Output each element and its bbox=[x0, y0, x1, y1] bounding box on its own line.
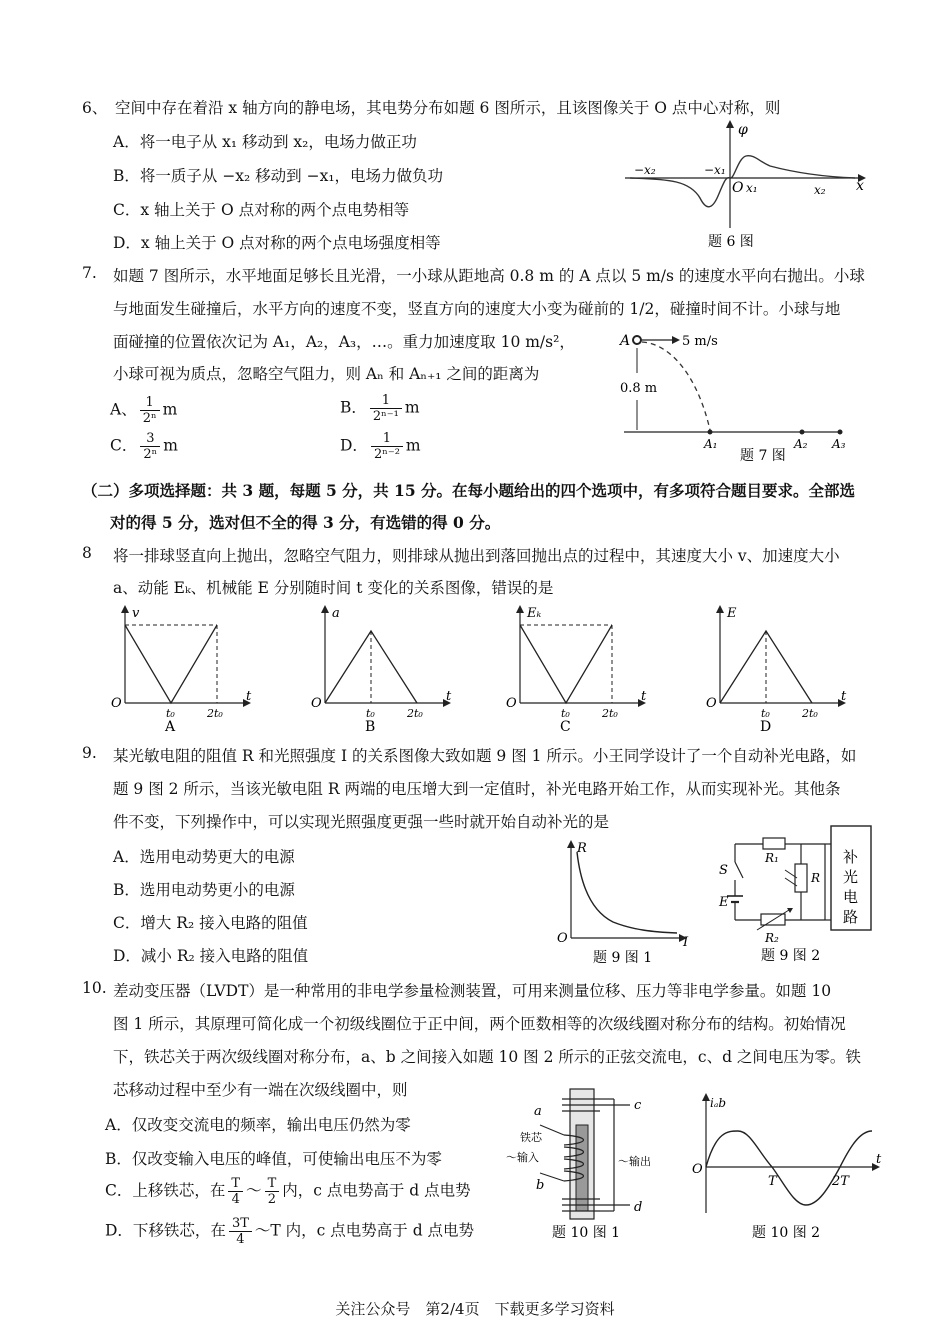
q10-number: 10. bbox=[82, 979, 107, 997]
q9-figure-2 bbox=[705, 822, 885, 968]
q6-option-c: C．x 轴上关于 O 点对称的两个点电势相等 bbox=[113, 201, 410, 219]
svg-text:题 10 图 1: 题 10 图 1 bbox=[552, 1225, 621, 1241]
q6-caption: 题 6 图 bbox=[708, 234, 754, 250]
q7-line3: 面碰撞的位置依次记为 A₁，A₂，A₃，…。重力加速度取 10 m/s²， bbox=[113, 333, 575, 351]
svg-text:c: c bbox=[634, 1098, 642, 1113]
q7-velocity-label: 5 m/s bbox=[682, 334, 718, 349]
svg-text:Eₖ: Eₖ bbox=[527, 606, 542, 621]
section2-line2: 对的得 5 分，选对但不全的得 3 分，有选错的得 0 分。 bbox=[110, 513, 501, 532]
svg-text:t: t bbox=[841, 689, 847, 704]
svg-text:2T: 2T bbox=[832, 1174, 849, 1189]
q7-option-c: C． $\frac{3}{\text{2ⁿ}}$ m bbox=[110, 431, 178, 462]
svg-text:S: S bbox=[719, 863, 728, 878]
svg-text:R: R bbox=[577, 841, 587, 856]
q9-option-c: C．增大 R₂ 接入电路的阻值 bbox=[113, 914, 308, 932]
q8-graph-c bbox=[500, 603, 650, 735]
svg-text:t: t bbox=[641, 689, 647, 704]
svg-text:题 9 图 1: 题 9 图 1 bbox=[593, 950, 653, 966]
q9-option-a: A．选用电动势更大的电源 bbox=[113, 848, 295, 866]
q6-phi-label: φ bbox=[738, 122, 748, 138]
q8-line2: a、动能 Eₖ、机械能 E 分别随时间 t 变化的关系图像，错误的是 bbox=[113, 579, 554, 597]
q10-option-a: A．仅改变交流电的频率，输出电压仍然为零 bbox=[105, 1116, 411, 1134]
q9-figure-1 bbox=[553, 838, 698, 966]
q10-line1: 差动变压器（LVDT）是一种常用的非电学参量检测装置，可用来测量位移、压力等非电学参量。如题 10 bbox=[113, 982, 832, 1000]
q9-option-d: D．减小 R₂ 接入电路的阻值 bbox=[113, 947, 309, 965]
q7-line2: 与地面发生碰撞后，水平方向的速度不变，竖直方向的速度大小变为碰前的 1/2，碰撞时间不计。小球与地 bbox=[113, 300, 841, 318]
svg-text:路: 路 bbox=[843, 908, 859, 926]
q6-figure bbox=[620, 118, 870, 258]
svg-text:R: R bbox=[811, 871, 821, 885]
q7-option-a: A、 $\frac{1}{\text{2ⁿ}}$ m bbox=[110, 395, 178, 426]
q10-figure-2 bbox=[690, 1093, 890, 1243]
q10-line4: 芯移动过程中至少有一端在次级线圈中，则 bbox=[113, 1081, 408, 1099]
q9-number: 9. bbox=[82, 744, 97, 762]
q9-option-b: B．选用电动势更小的电源 bbox=[113, 881, 295, 899]
svg-text:～输入: ～输入 bbox=[506, 1151, 539, 1164]
svg-text:t₀: t₀ bbox=[366, 707, 375, 720]
svg-text:t₀: t₀ bbox=[166, 707, 175, 720]
svg-text:v: v bbox=[132, 606, 140, 621]
svg-text:t₀: t₀ bbox=[761, 707, 770, 720]
svg-text:A: A bbox=[165, 719, 176, 735]
q10-line2: 图 1 所示，其原理可简化成一个初级线圈位于正中间，两个匝数相等的次级线圈对称分布的结构。初始情况 bbox=[113, 1015, 846, 1033]
q7-line1: 如题 7 图所示，水平地面足够长且光滑，一小球从距地高 0.8 m 的 A 点以 5 m/s 的速度水平向右抛出。小球 bbox=[113, 267, 865, 285]
svg-text:O: O bbox=[706, 696, 717, 711]
q6-x1-label: x₁ bbox=[746, 181, 758, 195]
q7-option-b: B． $\frac{1}{\text{2ⁿ⁻¹}}$ m bbox=[340, 393, 420, 424]
q8-graph-a bbox=[105, 603, 255, 735]
svg-text:E: E bbox=[727, 606, 737, 621]
svg-text:O: O bbox=[111, 696, 122, 711]
svg-text:2t₀: 2t₀ bbox=[407, 707, 423, 720]
q9-line1: 某光敏电阻的阻值 R 和光照强度 I 的关系图像大致如题 9 图 1 所示。小王同学设计了一个自动补光电路，如 bbox=[113, 747, 857, 765]
svg-text:题 9 图 2: 题 9 图 2 bbox=[761, 948, 821, 964]
q6-option-b: B．将一质子从 −x₂ 移动到 −x₁，电场力做负功 bbox=[113, 167, 444, 185]
q9-line2: 题 9 图 2 所示，当该光敏电阻 R 两端的电压增大到一定值时，补光电路开始工作，从而实现补光。其他条 bbox=[113, 780, 841, 798]
q6-nx1-label: −x₁ bbox=[704, 163, 726, 177]
q6-number: 6、 bbox=[82, 99, 108, 117]
svg-text:iₐb: iₐb bbox=[710, 1096, 727, 1110]
q6-x2-label: x₂ bbox=[814, 183, 826, 197]
q6-o-label: O bbox=[732, 180, 744, 196]
svg-text:t: t bbox=[446, 689, 452, 704]
q8-graph-b bbox=[305, 603, 455, 735]
svg-text:a: a bbox=[332, 606, 340, 621]
svg-text:2t₀: 2t₀ bbox=[802, 707, 818, 720]
q6-nx2-label: −x₂ bbox=[634, 163, 656, 177]
q7-option-d: D． $\frac{1}{\text{2ⁿ⁻²}}$ m bbox=[340, 431, 421, 462]
svg-text:t: t bbox=[876, 1152, 882, 1167]
svg-text:2t₀: 2t₀ bbox=[602, 707, 618, 720]
svg-text:d: d bbox=[634, 1200, 643, 1215]
svg-text:t: t bbox=[246, 689, 252, 704]
q6-stem: 空间中存在着沿 x 轴方向的静电场，其电势分布如题 6 图所示，且该图像关于 O 点中心对称，则 bbox=[115, 99, 781, 117]
q10-option-d: D．下移铁芯，在 $\frac{3T}{4}$ ～T 内，c 点电势高于 d 点电势 bbox=[105, 1216, 475, 1247]
q6-option-d: D．x 轴上关于 O 点对称的两个点电场强度相等 bbox=[113, 234, 441, 252]
q8-number: 8 bbox=[82, 544, 92, 562]
q7-line4: 小球可视为质点，忽略空气阻力，则 Aₙ 和 Aₙ₊₁ 之间的距离为 bbox=[113, 365, 540, 383]
q8-graph-d bbox=[700, 603, 850, 735]
svg-text:2t₀: 2t₀ bbox=[207, 707, 223, 720]
svg-text:t₀: t₀ bbox=[561, 707, 570, 720]
q6-option-a: A．将一电子从 x₁ 移动到 x₂，电场力做正功 bbox=[113, 133, 417, 151]
svg-text:O: O bbox=[311, 696, 322, 711]
q10-line3: 下，铁芯关于两次级线圈对称分布，a、b 之间接入如题 10 图 2 所示的正弦交流电，c、d 之间电压为零。铁 bbox=[113, 1048, 861, 1066]
svg-text:b: b bbox=[536, 1178, 545, 1193]
svg-text:E: E bbox=[719, 895, 729, 910]
svg-text:～输出: ～输出 bbox=[618, 1155, 651, 1168]
q7-a2-label: A₂ bbox=[794, 437, 808, 451]
svg-text:B: B bbox=[365, 719, 376, 735]
q10-option-c: C．上移铁芯，在 $\frac{T}{4}$ ～ $\frac{T}{2}$ 内，c 点电势高于 d 点电势 bbox=[105, 1176, 471, 1207]
svg-text:C: C bbox=[560, 719, 571, 735]
svg-text:光: 光 bbox=[843, 868, 859, 886]
q7-figure bbox=[612, 328, 852, 468]
svg-text:T: T bbox=[768, 1174, 777, 1189]
q10-option-b: B．仅改变输入电压的峰值，可使输出电压不为零 bbox=[105, 1150, 442, 1168]
q7-a3-label: A₃ bbox=[832, 437, 846, 451]
svg-text:铁芯: 铁芯 bbox=[520, 1131, 542, 1144]
svg-text:I: I bbox=[683, 935, 689, 950]
q7-a-label: A bbox=[620, 333, 631, 349]
svg-text:O: O bbox=[692, 1162, 703, 1177]
page-footer: 关注公众号 第2/4页 下载更多学习资料 bbox=[335, 1300, 615, 1318]
svg-text:电: 电 bbox=[843, 888, 859, 906]
svg-text:R₁: R₁ bbox=[765, 851, 779, 865]
svg-text:O: O bbox=[506, 696, 517, 711]
svg-text:R₂: R₂ bbox=[765, 931, 779, 945]
q7-a1-label: A₁ bbox=[704, 437, 718, 451]
q7-number: 7. bbox=[82, 264, 97, 282]
svg-text:a: a bbox=[534, 1104, 542, 1119]
svg-text:补: 补 bbox=[843, 848, 859, 866]
q9-line3: 件不变，下列操作中，可以实现光照强度更强一些时就开始自动补光的是 bbox=[113, 813, 610, 831]
q6-x-label: x bbox=[856, 178, 864, 194]
q8-line1: 将一排球竖直向上抛出，忽略空气阻力，则排球从抛出到落回抛出点的过程中，其速度大小 v、加速度大小 bbox=[113, 547, 840, 565]
q10-figure-1 bbox=[490, 1085, 680, 1245]
q7-height-label: 0.8 m bbox=[620, 381, 658, 396]
svg-text:D: D bbox=[760, 719, 772, 735]
svg-text:O: O bbox=[557, 931, 568, 946]
q7-caption: 题 7 图 bbox=[740, 448, 786, 464]
svg-text:题 10 图 2: 题 10 图 2 bbox=[752, 1225, 821, 1241]
section2-line1: （二）多项选择题：共 3 题，每题 5 分，共 15 分。在每小题给出的四个选项中，有多项符合题目要求。全部选 bbox=[82, 481, 856, 500]
